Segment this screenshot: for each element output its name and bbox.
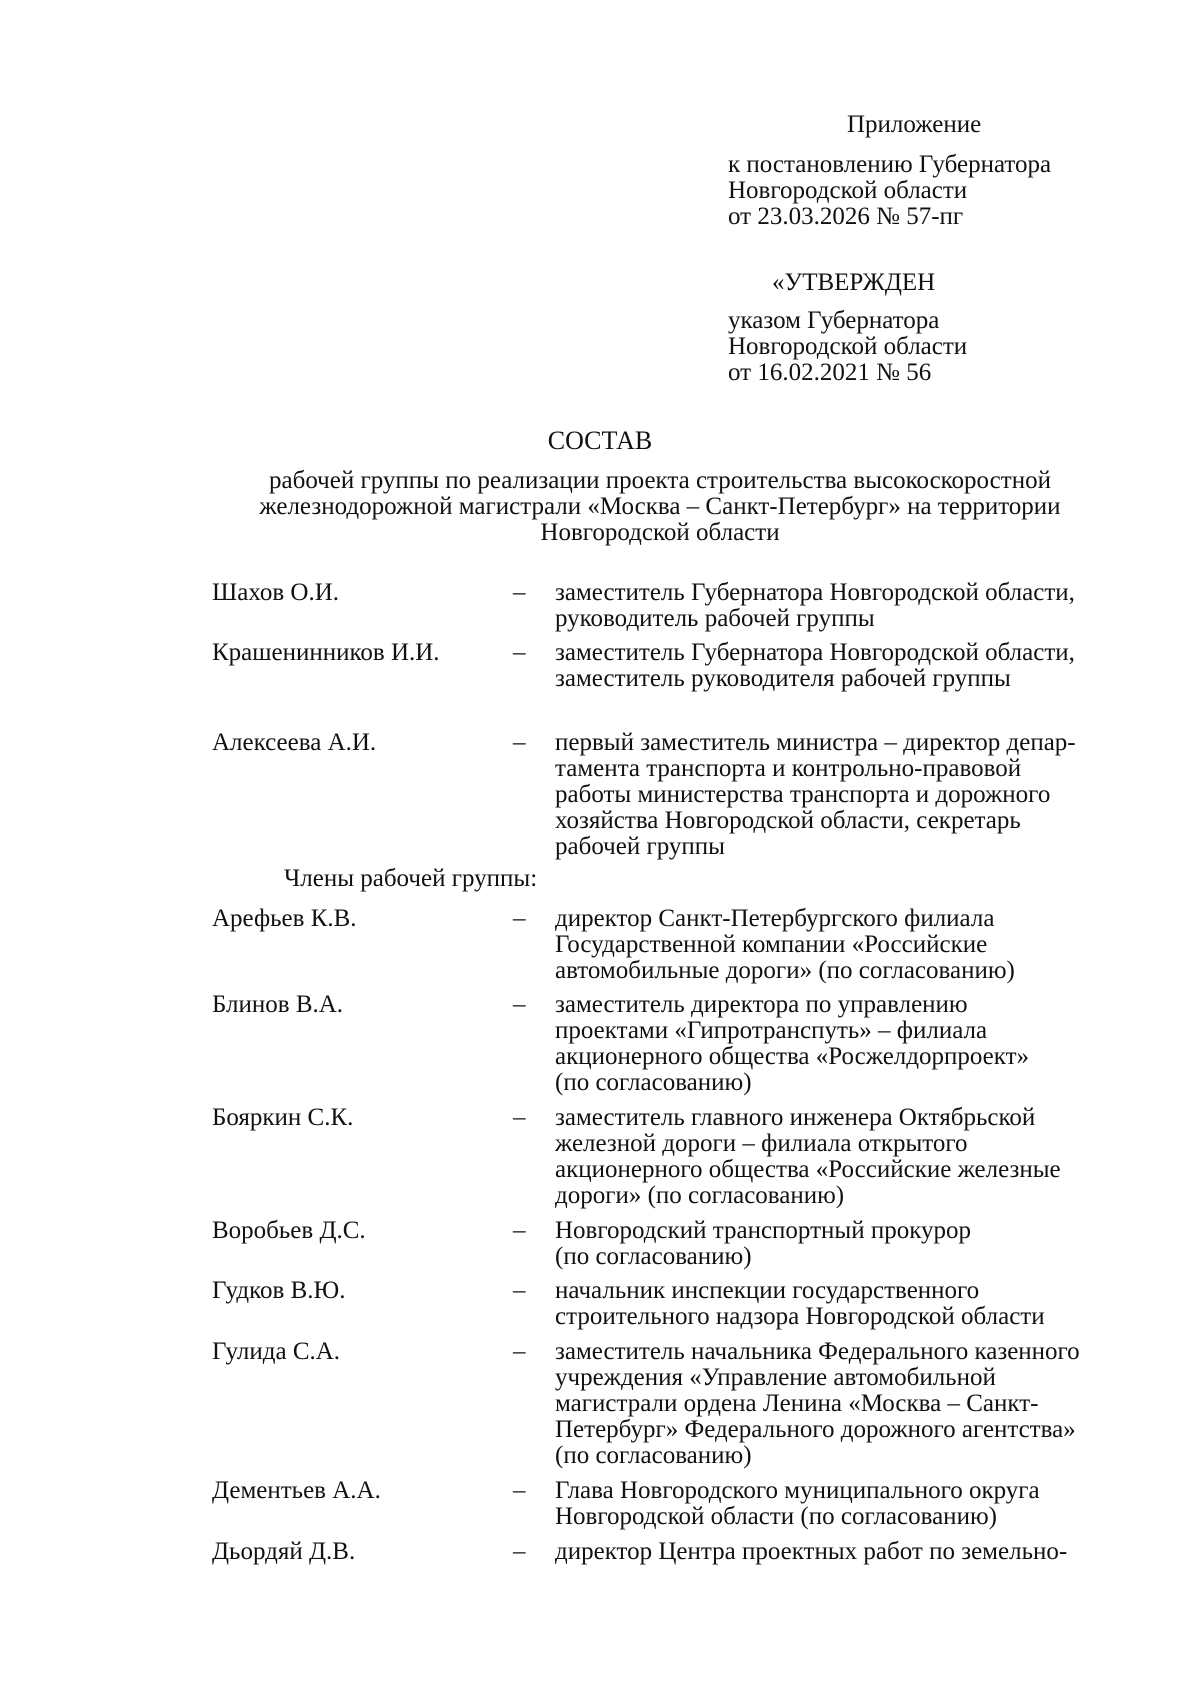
dash-separator: – <box>513 905 526 932</box>
dash-separator: – <box>513 639 526 666</box>
description-line: (по согласованию) <box>555 1442 752 1469</box>
dash-separator: – <box>513 1477 526 1504</box>
appendix-line: к постановлению Губернатора <box>728 151 1052 178</box>
member-name: Воробьев Д.С. <box>212 1217 366 1244</box>
document-title: СОСТАВ <box>547 426 653 455</box>
member-name: Шахов О.И. <box>212 579 340 606</box>
description-line: железной дороги – филиала открытого <box>555 1130 968 1157</box>
description-line: тамента транспорта и контрольно-правовой <box>555 755 1022 782</box>
member-description <box>555 640 1075 692</box>
dash-separator: – <box>513 1338 526 1365</box>
description-line: акционерного общества «Росжелдорпроект» <box>555 1043 1030 1070</box>
description-line: учреждения «Управление автомобильной <box>555 1364 996 1391</box>
member-name: Блинов В.А. <box>212 991 344 1018</box>
member-description <box>555 1339 1080 1469</box>
members-heading: Члены рабочей группы: <box>284 865 538 892</box>
dash-separator: – <box>513 1217 526 1244</box>
member-description <box>555 1539 1067 1565</box>
dash-separator: – <box>513 579 526 606</box>
description-line: заместитель Губернатора Новгородской области, <box>555 639 1075 666</box>
subtitle-line: железнодорожной магистрали «Москва – Санкт-Петербург» на территории <box>259 493 1061 520</box>
dash-separator: – <box>513 991 526 1018</box>
approved-line: Новгородской области <box>728 333 968 360</box>
description-line: автомобильные дороги» (по согласованию) <box>555 957 1015 984</box>
appendix-reference <box>728 152 1051 230</box>
approved-title: «УТВЕРЖДЕН <box>772 269 936 296</box>
member-name: Алексеева А.И. <box>212 729 377 756</box>
member-name: Гудков В.Ю. <box>212 1277 346 1304</box>
description-line: заместитель начальника Федерального казенного <box>555 1338 1080 1365</box>
dash-separator: – <box>513 1277 526 1304</box>
appendix-line: от 23.03.2026 № 57-пг <box>728 203 964 230</box>
description-line: Новгородский транспортный прокурор <box>555 1217 971 1244</box>
description-line: акционерного общества «Российские железные <box>555 1156 1061 1183</box>
description-line: магистрали ордена Ленина «Москва – Санкт- <box>555 1390 1039 1417</box>
description-line: заместитель директора по управлению <box>555 991 968 1018</box>
dash-separator: – <box>513 1104 526 1131</box>
description-line: рабочей группы <box>555 833 725 860</box>
member-description <box>555 906 1015 984</box>
member-description <box>555 1278 1045 1330</box>
approved-line: от 16.02.2021 № 56 <box>728 359 932 386</box>
description-line: начальник инспекции государственного <box>555 1277 980 1304</box>
member-description <box>555 1218 971 1270</box>
description-line: дороги» (по согласованию) <box>555 1182 845 1209</box>
description-line: заместитель главного инженера Октябрьской <box>555 1104 1036 1131</box>
description-line: директор Центра проектных работ по земельно- <box>555 1538 1068 1565</box>
description-line: Новгородской области (по согласованию) <box>555 1503 997 1530</box>
appendix-title: Приложение <box>847 111 982 138</box>
description-line: Глава Новгородского муниципального округа <box>555 1477 1040 1504</box>
description-line: (по согласованию) <box>555 1243 752 1270</box>
description-line: первый заместитель министра – директор депар- <box>555 729 1076 756</box>
description-line: работы министерства транспорта и дорожного <box>555 781 1051 808</box>
member-name: Дементьев А.А. <box>212 1477 381 1504</box>
subtitle-line: Новгородской области <box>540 519 780 546</box>
member-description <box>555 1105 1061 1209</box>
member-name: Бояркин С.К. <box>212 1104 354 1131</box>
appendix-line: Новгородской области <box>728 177 968 204</box>
member-name: Дьордяй Д.В. <box>212 1538 356 1565</box>
description-line: директор Санкт-Петербургского филиала <box>555 905 995 932</box>
description-line: хозяйства Новгородской области, секретарь <box>555 807 1021 834</box>
member-name: Гулида С.А. <box>212 1338 341 1365</box>
description-line: заместитель руководителя рабочей группы <box>555 665 1011 692</box>
member-description <box>555 992 1029 1096</box>
description-line: руководитель рабочей группы <box>555 605 875 632</box>
description-line: Государственной компании «Российские <box>555 931 988 958</box>
member-description <box>555 730 1076 860</box>
description-line: (по согласованию) <box>555 1069 752 1096</box>
description-line: проектами «Гипротранспуть» – филиала <box>555 1017 988 1044</box>
member-description <box>555 580 1075 632</box>
dash-separator: – <box>513 729 526 756</box>
member-name: Крашенинников И.И. <box>212 639 440 666</box>
description-line: Петербург» Федерального дорожного агентства» <box>555 1416 1076 1443</box>
subtitle-line: рабочей группы по реализации проекта строительства высокоскоростной <box>269 467 1051 494</box>
approved-line: указом Губернатора <box>728 307 940 334</box>
dash-separator: – <box>513 1538 526 1565</box>
document-subtitle <box>160 468 1160 546</box>
member-description <box>555 1478 1040 1530</box>
member-name: Арефьев К.В. <box>212 905 357 932</box>
description-line: строительного надзора Новгородской области <box>555 1303 1045 1330</box>
approved-reference <box>728 308 967 386</box>
description-line: заместитель Губернатора Новгородской области, <box>555 579 1075 606</box>
